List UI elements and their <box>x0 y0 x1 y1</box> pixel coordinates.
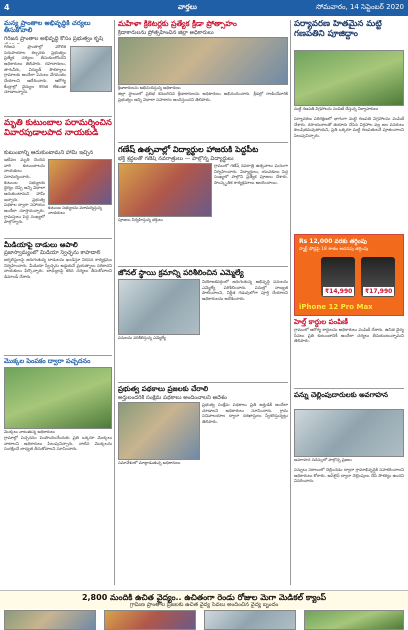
story-body: గ్రామంలో ఆరోగ్య కార్డులను అధికారులు పంపిణీ చేశారు. ఉచిత వైద్య సేవలు ప్రతి కుటుంబానికీ అందేలా చర్యలు తీసుకుంటున్నామని తెలిపారు. <box>294 327 404 344</box>
story-block <box>118 402 288 582</box>
story-block <box>118 279 288 379</box>
middle-story-4 <box>118 385 288 582</box>
headline: జోనల్ స్థాయి క్రమాన్ని పరిశీలించిన ఎమ్మెల్యే <box>118 269 244 277</box>
story-photo <box>4 610 96 630</box>
section-divider <box>118 266 288 267</box>
section-divider <box>118 382 288 383</box>
headline: హెల్త్ కార్డుల పంపిణీ <box>294 318 348 326</box>
subheadline: భక్తి శ్రద్ధలతో గణేష్ నవరాత్రులు — పాల్గొన్న విద్యార్థులు <box>118 156 234 162</box>
ad-price: ₹14,990 <box>325 288 353 295</box>
ad-price: ₹17,990 <box>365 288 393 295</box>
middle-story-2 <box>118 145 288 263</box>
story-body: పన్నులు సకాలంలో చెల్లించడం ద్వారా గ్రామాభివృద్ధికి సహకరించాలని అధికారులు కోరారు. ఆన్‌లైన్ ద్వారా చెల్లింపులు చేసే సౌకర్యం ఉందని వివరించారు. <box>294 467 404 484</box>
column-divider <box>290 20 291 585</box>
subheadline: గ్రామీణ ప్రాంతాల ప్రజలకు ఉచిత వైద్య సేవలు అందించిన వైద్య బృందం <box>129 602 279 608</box>
story-block <box>118 163 288 263</box>
photo-caption: పనులను పరిశీలిస్తున్న ఎమ్మెల్యే <box>118 335 166 340</box>
headline: మన్య ప్రాంతాల అభివృద్ధికి చర్యలు తీసుకోవాలి <box>4 20 91 35</box>
subheadline: ప్రజాస్వామ్యంలో మీడియా స్వేచ్ఛను కాపాడాలి <box>4 250 101 256</box>
masthead-bar <box>0 0 408 16</box>
story-body: గ్రామంలో గణేష్ నవరాత్రి ఉత్సవాలు ఘనంగా నిర్వహించారు. విద్యార్థులు, యువకులు పెద్ద సంఖ్యలో పాల్గొని ప్రత్యేక పూజలు చేశారు. సాంస్కృతిక కార్యక్రమాలు అలరించాయి. <box>214 163 288 186</box>
story-body: గ్రామాల్లో పచ్చదనం పెంపొందించేందుకు ప్రతి ఒక్కరూ మొక్కలు నాటాలని అధికారులు పిలుపునిచ్చారు. నాటిన మొక్కలను సంరక్షించే బాధ్యత తీసుకోవాలని సూచించారు. <box>4 435 112 452</box>
ad-title: Rs 12,000 వరకు తగ్గింపు <box>299 238 367 245</box>
issue-date: సోమవారం, 14 సెప్టెంబర్ 2020 <box>316 3 404 11</box>
headline: మొక్కల పెంపకం ద్వారా పచ్చదనం <box>4 358 91 365</box>
column-divider <box>114 20 115 585</box>
headline: 2,800 మందికి ఉచిత వైద్యం.. ఉచితంగా రెండు రోజుల మెగా మెడికల్ క్యాంప్ <box>81 593 327 602</box>
photo-caption: సమావేశంలో మాట్లాడుతున్న అధికారులు <box>118 460 181 465</box>
story-photo <box>294 50 404 106</box>
section-divider <box>118 142 288 143</box>
headline: మహిళా క్రికెటర్లకు ప్రత్యేక క్రీడా ప్రోత్సాహం <box>118 20 237 28</box>
story-block <box>4 44 112 114</box>
story-photo <box>294 409 404 457</box>
advertisement[interactable] <box>294 234 404 316</box>
story-photo <box>118 279 200 335</box>
ad-subtitle: స్మార్ట్ ఫోన్లపై 18 శాతం అదనపు తగ్గింపు <box>299 247 369 252</box>
portrait-photo <box>70 46 112 92</box>
story-body: జిల్లా స్థాయిలో ప్రతిభ కనబరిచిన క్రీడాకారులను అధికారులు అభినందించారు. క్రీడల్లో రాణించేవారికి ప్రభుత్వం అన్ని విధాలా సహకారం అందిస్తుందని తెలిపారు. <box>118 91 288 102</box>
story-photo <box>118 163 212 217</box>
left-story-3 <box>4 241 112 351</box>
middle-story-3 <box>118 269 288 379</box>
story-body: గిరిజన ప్రాంతాల్లో మౌలిక సదుపాయాల కల్పనకు ప్రభుత్వం ప్రత్యేక చర్యలు తీసుకుంటోందని అధికారులు తెలిపారు. రహదారులు, తాగునీరు, విద్యుత్ సౌకర్యాలు గ్రామాలకు అందేలా పనులు వేగవంతం చేయాలని ఆదేశించారు. ఆరోగ్య కేంద్రాల్లో వైద్యుల కొరత లేకుండా చూడాలన్నారు. <box>4 44 66 95</box>
page-number: 4 <box>4 3 10 12</box>
middle-story-1 <box>118 20 288 121</box>
bottom-photos <box>4 610 404 628</box>
left-column <box>4 20 112 114</box>
headline: ప్రభుత్వ పథకాలు ప్రజలకు చేరాలి <box>118 385 209 393</box>
section-divider <box>4 355 112 356</box>
photo-caption: మొక్కలు నాటుతున్న అధికారులు <box>4 429 55 434</box>
story-photo <box>204 610 296 630</box>
story-body: ప్రభుత్వ సంక్షేమ పథకాలు ప్రతి అర్హుడికీ అందేలా చూడాలని అధికారులు సూచించారు. గ్రామ సచివాలయాల ద్వారా దరఖాస్తులు స్వీకరిస్తున్నట్లు తెలిపారు. <box>202 402 288 425</box>
headline: మీడియాపై దాడులు ఆపాలి <box>4 241 78 249</box>
right-story-3 <box>294 391 404 577</box>
headline: పన్ను చెల్లింపుదారులకు అవగాహన <box>294 391 388 399</box>
story-photo <box>48 159 112 205</box>
ad-product: iPhone 12 Pro Max <box>299 303 373 311</box>
right-story-2 <box>294 318 404 385</box>
story-photo <box>118 37 288 85</box>
subheadline: అర్హులందరికీ సంక్షేమ పథకాలు అందించాలని ఆదేశం <box>118 395 227 401</box>
section-divider <box>294 388 404 389</box>
photo-caption: మట్టి గణపతి విగ్రహాలను పంపిణీ చేస్తున్న నిర్వాహకులు <box>294 106 379 111</box>
subheadline: గిరిజన ప్రాంతాల అభివృద్ధి కోసం ప్రభుత్వం కృషి <box>4 36 104 42</box>
photo-caption: పూజలు నిర్వహిస్తున్న భక్తులు <box>118 217 163 222</box>
left-story-2 <box>4 119 112 231</box>
story-photo <box>118 402 200 460</box>
story-block <box>4 157 112 231</box>
subheadline: కుటుంబాన్ని ఆదుకుంటామని హామీ ఇచ్చిన <box>4 150 94 156</box>
photo-caption: అవగాహన సదస్సులో పాల్గొన్న ప్రజలు <box>294 457 352 462</box>
section-divider <box>4 238 112 239</box>
section-divider <box>4 116 112 117</box>
story-body: నియోజకవర్గంలో జరుగుతున్న అభివృద్ధి పనులను ఎమ్మెల్యే పరిశీలించారు. పనుల్లో నాణ్యత పాటించాలని, నిర్ణీత గడువులోగా పూర్తి చేయాలని అధికారులను ఆదేశించారు. <box>202 279 288 302</box>
headline: పర్యావరణ హితమైన మట్టి గణపతిని పూజిద్దాం <box>294 20 382 39</box>
story-body: జర్నలిస్టులపై జరుగుతున్న దాడులను ఖండిస్తూ నిరసన కార్యక్రమం నిర్వహించారు. మీడియా స్వేచ్ఛను అడ్డుకునే ప్రయత్నాలు సరికాదని నాయకులు పేర్కొన్నారు. బాధ్యులపై కఠిన చర్యలు తీసుకోవాలని డిమాండ్ చేశారు. <box>4 257 112 280</box>
story-photo <box>304 610 404 630</box>
bottom-headline-band <box>0 590 408 609</box>
paper-name: వార్తలు <box>178 3 197 11</box>
right-story-1 <box>294 20 404 222</box>
photo-caption: కుటుంబ సభ్యులను పరామర్శిస్తున్న నాయకులు <box>48 205 102 216</box>
story-body: పర్యావరణ పరిరక్షణలో భాగంగా మట్టి గణపతి విగ్రహాలను పంపిణీ చేశారు. రసాయనాలతో తయారు చేసిన విగ్రహాల వల్ల జల వనరులు కలుషితమవుతాయని, ప్రతి ఒక్కరూ మట్టి గణపతులనే పూజించాలని పిలుపునిచ్చారు. <box>294 116 404 139</box>
story-photo <box>4 367 112 429</box>
story-body: ఇటీవల మృతి చెందిన వారి కుటుంబాలను నాయకులు పరామర్శించారు. కుటుంబ సభ్యులకు ధైర్యం చెప్పి అన్ని విధాలా ఆదుకుంటామని హామీ ఇచ్చారు. ప్రభుత్వ పథకాల ద్వారా సహాయం అందేలా చూస్తామన్నారు. గ్రామస్తులు పెద్ద సంఖ్యలో పాల్గొన్నారు. <box>4 157 45 225</box>
headline: గణేష్ ఉత్సవాల్లో విద్యార్థుల హాజరుకి పెద్దపీట <box>118 145 259 154</box>
story-photo <box>104 610 196 630</box>
photo-caption: క్రీడాకారులను అభినందిస్తున్న అధికారులు <box>118 85 181 90</box>
subheadline: క్రీడాకారులను ప్రోత్సహించిన జిల్లా అధికారులు <box>118 30 214 36</box>
headline: మృతి కుటుంబాల పరామర్శించిన వివారపుడాలపాద నాయకుడి <box>4 119 112 138</box>
left-story-4 <box>4 358 112 585</box>
